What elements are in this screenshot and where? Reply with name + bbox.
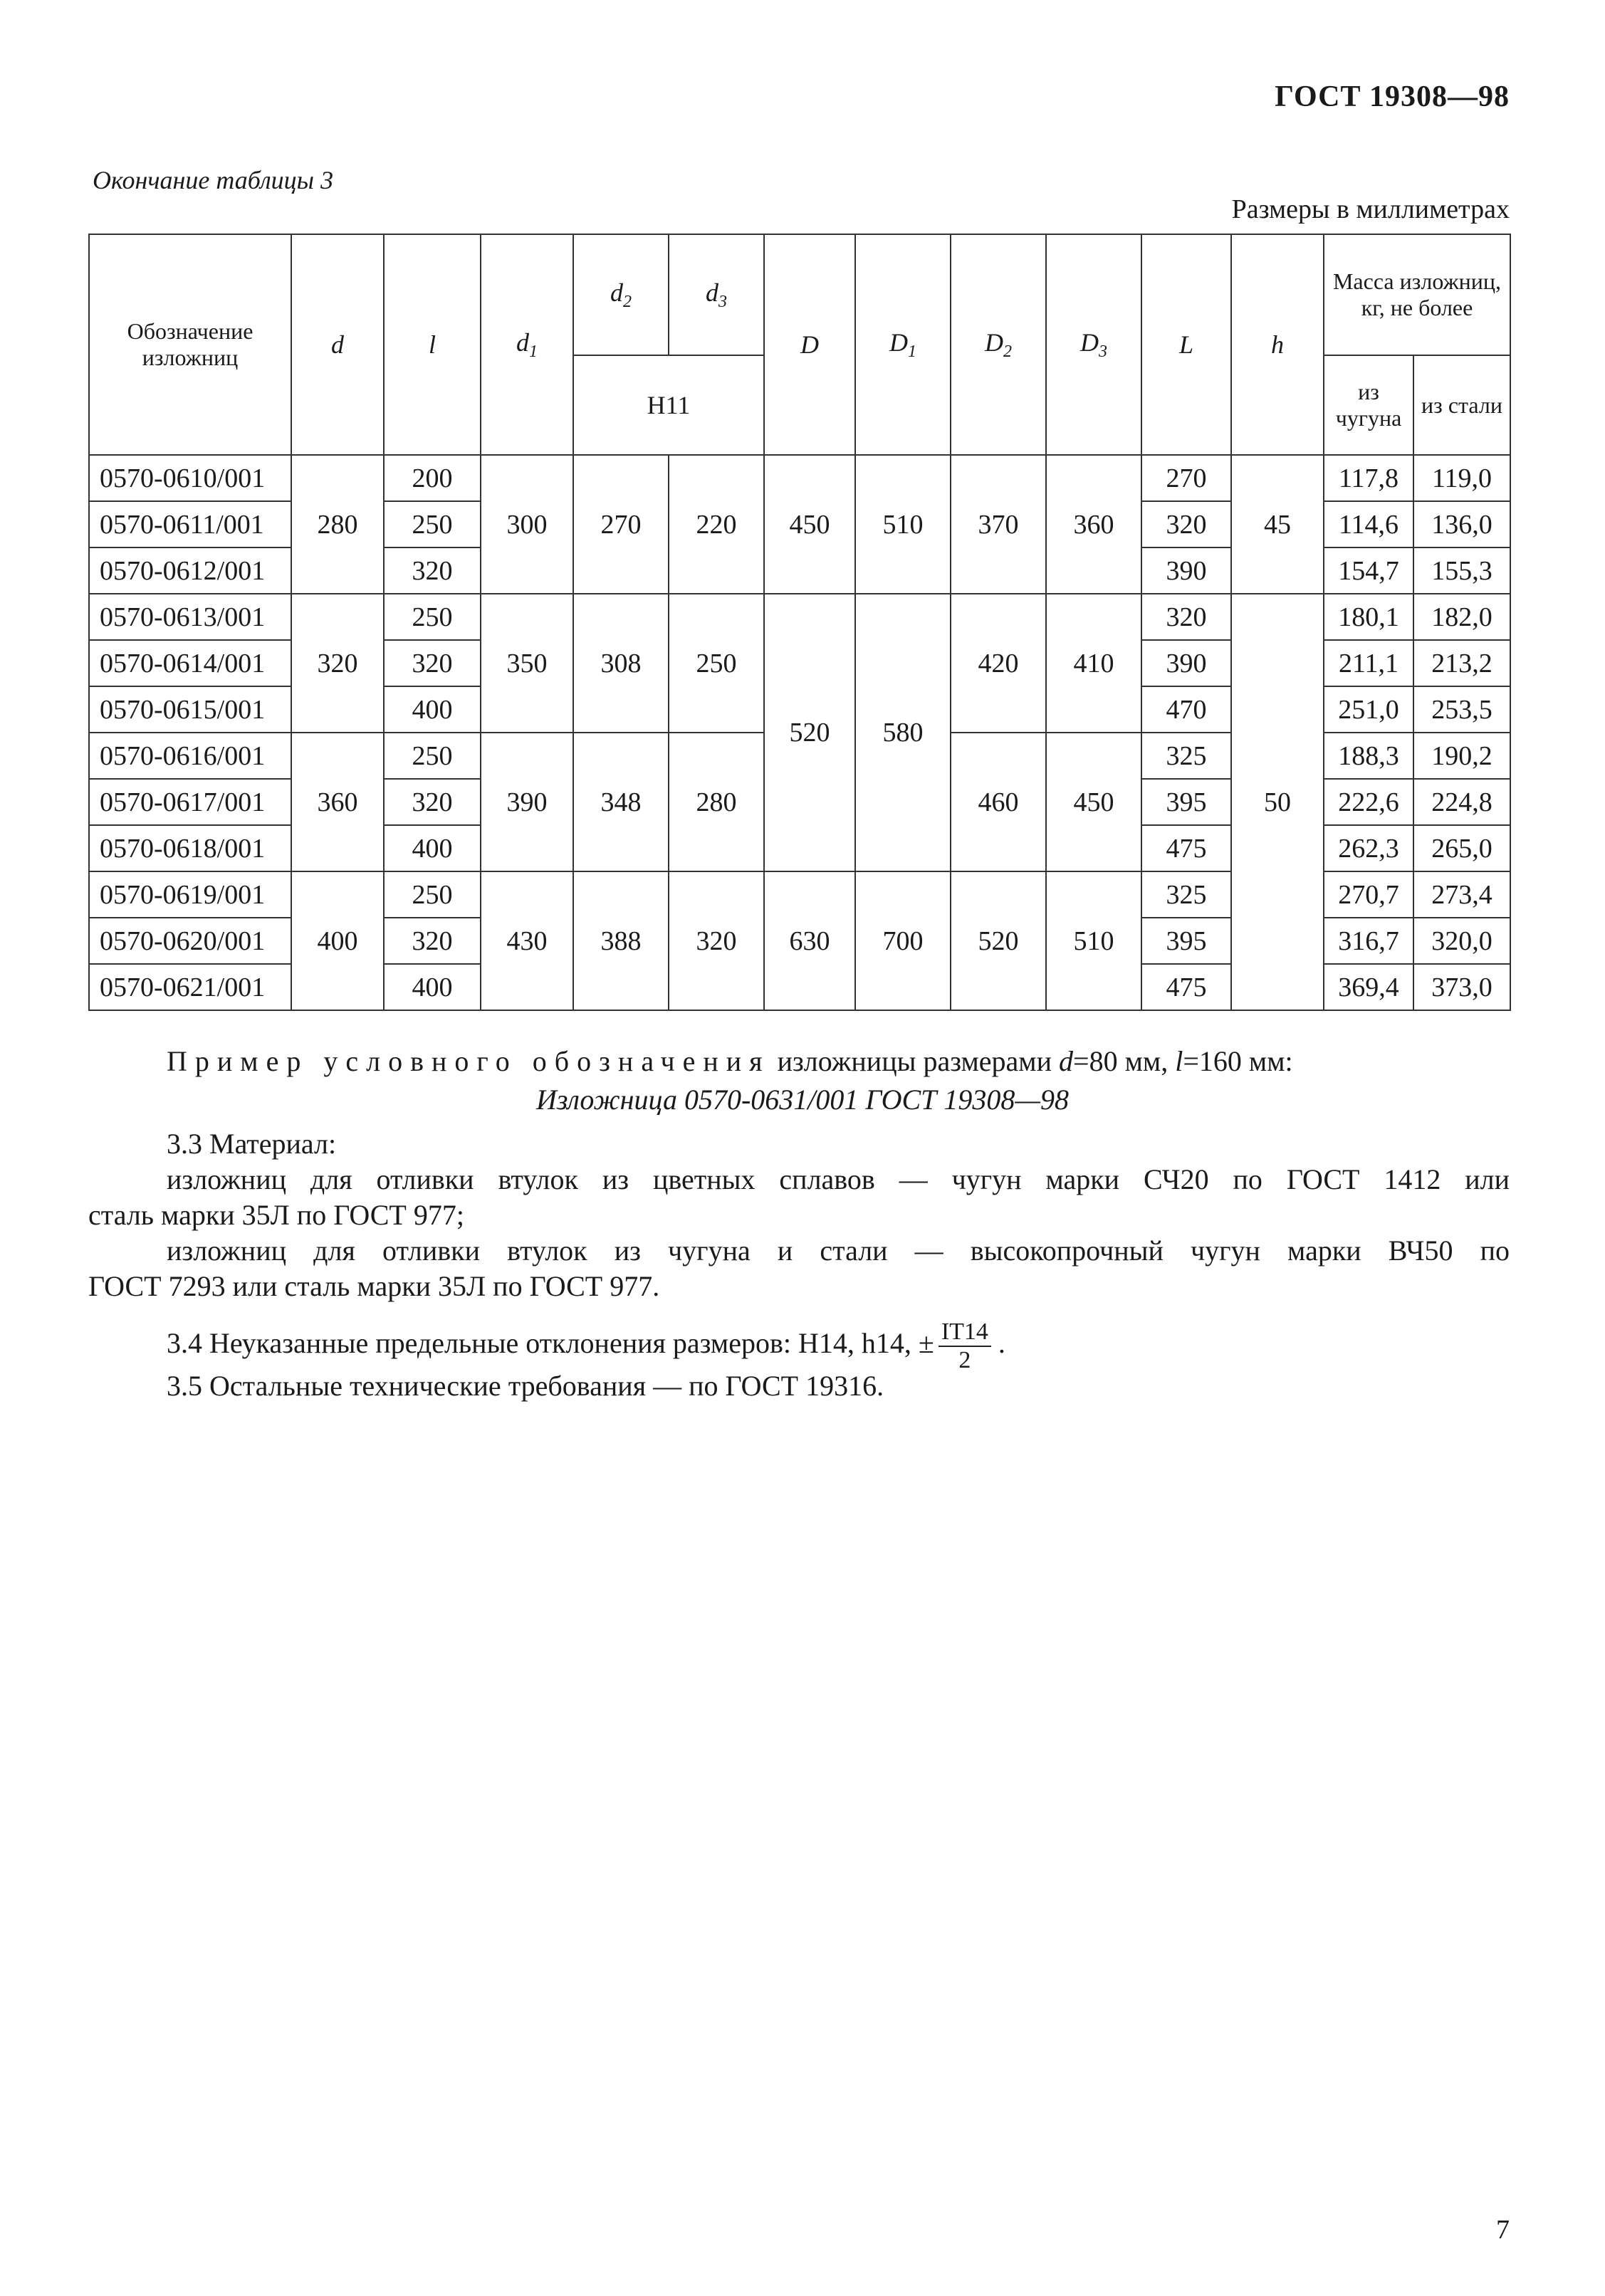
fraction-numerator: IT14 bbox=[939, 1319, 991, 1347]
cell-L: 470 bbox=[1141, 686, 1231, 733]
cell-D2: 370 bbox=[951, 455, 1046, 594]
section-3-4-end: . bbox=[990, 1327, 1005, 1360]
cell-designation: 0570-0616/001 bbox=[89, 733, 291, 779]
header-L: L bbox=[1141, 234, 1231, 455]
header-h: h bbox=[1231, 234, 1324, 455]
cell-L: 320 bbox=[1141, 594, 1231, 640]
cell-l: 320 bbox=[384, 779, 481, 825]
cell-d2: 270 bbox=[573, 455, 669, 594]
cell-L: 390 bbox=[1141, 640, 1231, 686]
cell-designation: 0570-0621/001 bbox=[89, 964, 291, 1010]
cell-d3: 220 bbox=[669, 455, 764, 594]
header-D1: $D_1$ bbox=[855, 234, 951, 455]
cell-mass-steel: 273,4 bbox=[1413, 871, 1510, 918]
cell-mass-iron: 251,0 bbox=[1324, 686, 1413, 733]
section-3-3-title: 3.3 Материал: bbox=[167, 1128, 337, 1160]
cell-L: 270 bbox=[1141, 455, 1231, 501]
cell-d: 400 bbox=[291, 871, 384, 1010]
cell-L: 475 bbox=[1141, 825, 1231, 871]
cell-d1: 390 bbox=[481, 733, 573, 871]
cell-l: 320 bbox=[384, 640, 481, 686]
cell-l: 320 bbox=[384, 918, 481, 964]
header-mass-iron: из чугуна bbox=[1324, 355, 1413, 455]
cell-D: 520 bbox=[764, 594, 855, 871]
cell-d: 280 bbox=[291, 455, 384, 594]
page-number: 7 bbox=[1496, 2215, 1510, 2245]
cell-D3: 360 bbox=[1046, 455, 1141, 594]
tolerance-fraction bbox=[939, 1319, 991, 1374]
cell-mass-iron: 114,6 bbox=[1324, 501, 1413, 547]
cell-d3: 320 bbox=[669, 871, 764, 1010]
section-3-3-line-4: ГОСТ 7293 или сталь марки 35Л по ГОСТ 977. bbox=[88, 1270, 660, 1302]
example-d-symbol: d bbox=[1059, 1045, 1074, 1077]
cell-l: 250 bbox=[384, 871, 481, 918]
cell-L: 325 bbox=[1141, 871, 1231, 918]
cell-designation: 0570-0612/001 bbox=[89, 547, 291, 594]
document-code: ГОСТ 19308—98 bbox=[1275, 80, 1510, 113]
cell-mass-steel: 373,0 bbox=[1413, 964, 1510, 1010]
header-designation: Обозначение изложниц bbox=[89, 234, 291, 455]
header-d2: $d_2$ bbox=[573, 234, 669, 355]
header-D2: $D_2$ bbox=[951, 234, 1046, 455]
cell-L: 320 bbox=[1141, 501, 1231, 547]
cell-designation: 0570-0613/001 bbox=[89, 594, 291, 640]
cell-l: 250 bbox=[384, 594, 481, 640]
cell-designation: 0570-0611/001 bbox=[89, 501, 291, 547]
cell-L: 475 bbox=[1141, 964, 1231, 1010]
cell-mass-steel: 265,0 bbox=[1413, 825, 1510, 871]
header-row bbox=[89, 234, 1510, 355]
cell-D2: 520 bbox=[951, 871, 1046, 1010]
cell-l: 250 bbox=[384, 501, 481, 547]
cell-mass-iron: 369,4 bbox=[1324, 964, 1413, 1010]
section-3-5: 3.5 Остальные технические требования — по ГОСТ 19316. bbox=[167, 1370, 884, 1402]
cell-D1: 700 bbox=[855, 871, 951, 1010]
cell-h: 45 bbox=[1231, 455, 1324, 594]
header-d3: $d_3$ bbox=[669, 234, 764, 355]
cell-mass-iron: 222,6 bbox=[1324, 779, 1413, 825]
header-D3: $D_3$ bbox=[1046, 234, 1141, 455]
section-3-3-line-1: изложниц для отливки втулок из цветных сплавов — чугун марки СЧ20 по ГОСТ 1412 или bbox=[167, 1163, 1510, 1195]
header-d1: $d_1$ bbox=[481, 234, 573, 455]
cell-mass-steel: 136,0 bbox=[1413, 501, 1510, 547]
header-d: d bbox=[291, 234, 384, 455]
cell-L: 395 bbox=[1141, 779, 1231, 825]
cell-d1: 430 bbox=[481, 871, 573, 1010]
fraction-denominator: 2 bbox=[958, 1347, 971, 1373]
cell-mass-iron: 180,1 bbox=[1324, 594, 1413, 640]
cell-designation: 0570-0615/001 bbox=[89, 686, 291, 733]
cell-D: 450 bbox=[764, 455, 855, 594]
cell-D: 630 bbox=[764, 871, 855, 1010]
table-row bbox=[89, 594, 1510, 640]
units-note: Размеры в миллиметрах bbox=[1231, 194, 1510, 224]
section-3-4 bbox=[167, 1319, 1005, 1374]
cell-mass-iron: 316,7 bbox=[1324, 918, 1413, 964]
cell-designation: 0570-0617/001 bbox=[89, 779, 291, 825]
cell-d: 320 bbox=[291, 594, 384, 733]
cell-d1: 350 bbox=[481, 594, 573, 733]
cell-d2: 388 bbox=[573, 871, 669, 1010]
cell-designation: 0570-0618/001 bbox=[89, 825, 291, 871]
cell-mass-steel: 224,8 bbox=[1413, 779, 1510, 825]
cell-L: 390 bbox=[1141, 547, 1231, 594]
cell-d2: 348 bbox=[573, 733, 669, 871]
example-d-value: =80 мм, bbox=[1073, 1045, 1176, 1077]
example-l-symbol: l bbox=[1175, 1045, 1183, 1077]
example-text: изложницы размерами bbox=[770, 1045, 1060, 1077]
example-designation: Изложница 0570-0631/001 ГОСТ 19308—98 bbox=[535, 1084, 1069, 1116]
cell-l: 400 bbox=[384, 825, 481, 871]
cell-mass-iron: 154,7 bbox=[1324, 547, 1413, 594]
cell-mass-steel: 182,0 bbox=[1413, 594, 1510, 640]
cell-D1: 510 bbox=[855, 455, 951, 594]
dimensions-table bbox=[88, 234, 1511, 1011]
cell-D2: 460 bbox=[951, 733, 1046, 871]
cell-D2: 420 bbox=[951, 594, 1046, 733]
section-3-3-line-2: сталь марки 35Л по ГОСТ 977; bbox=[88, 1199, 464, 1231]
example-line bbox=[167, 1044, 1293, 1079]
cell-h: 50 bbox=[1231, 594, 1324, 1010]
cell-l: 320 bbox=[384, 547, 481, 594]
header-D: D bbox=[764, 234, 855, 455]
section-3-4-text: 3.4 Неуказанные предельные отклонения размеров: H14, h14, ± bbox=[167, 1327, 934, 1360]
header-mass-steel: из стали bbox=[1413, 355, 1510, 455]
table-row bbox=[89, 455, 1510, 501]
cell-mass-steel: 155,3 bbox=[1413, 547, 1510, 594]
example-l-value: =160 мм: bbox=[1183, 1045, 1293, 1077]
cell-mass-steel: 119,0 bbox=[1413, 455, 1510, 501]
cell-designation: 0570-0620/001 bbox=[89, 918, 291, 964]
cell-L: 395 bbox=[1141, 918, 1231, 964]
cell-D3: 410 bbox=[1046, 594, 1141, 733]
cell-l: 250 bbox=[384, 733, 481, 779]
cell-D1: 580 bbox=[855, 594, 951, 871]
cell-mass-iron: 188,3 bbox=[1324, 733, 1413, 779]
cell-designation: 0570-0619/001 bbox=[89, 871, 291, 918]
cell-l: 400 bbox=[384, 686, 481, 733]
header-tolerance: H11 bbox=[573, 355, 764, 455]
cell-mass-iron: 117,8 bbox=[1324, 455, 1413, 501]
cell-mass-steel: 320,0 bbox=[1413, 918, 1510, 964]
cell-mass-iron: 262,3 bbox=[1324, 825, 1413, 871]
cell-mass-steel: 190,2 bbox=[1413, 733, 1510, 779]
table-caption: Окончание таблицы 3 bbox=[93, 166, 334, 194]
header-mass: Масса изложниц, кг, не более bbox=[1324, 234, 1510, 355]
cell-d3: 250 bbox=[669, 594, 764, 733]
cell-L: 325 bbox=[1141, 733, 1231, 779]
section-3-3-line-3: изложниц для отливки втулок из чугуна и стали — высокопрочный чугун марки ВЧ50 по bbox=[167, 1235, 1510, 1267]
cell-mass-steel: 253,5 bbox=[1413, 686, 1510, 733]
cell-d3: 280 bbox=[669, 733, 764, 871]
cell-mass-steel: 213,2 bbox=[1413, 640, 1510, 686]
cell-l: 400 bbox=[384, 964, 481, 1010]
cell-designation: 0570-0614/001 bbox=[89, 640, 291, 686]
cell-d2: 308 bbox=[573, 594, 669, 733]
cell-D3: 510 bbox=[1046, 871, 1141, 1010]
example-label: Пример условного обозначения bbox=[167, 1045, 770, 1077]
cell-d1: 300 bbox=[481, 455, 573, 594]
cell-mass-iron: 270,7 bbox=[1324, 871, 1413, 918]
cell-designation: 0570-0610/001 bbox=[89, 455, 291, 501]
cell-D3: 450 bbox=[1046, 733, 1141, 871]
cell-l: 200 bbox=[384, 455, 481, 501]
cell-mass-iron: 211,1 bbox=[1324, 640, 1413, 686]
header-l: l bbox=[384, 234, 481, 455]
cell-d: 360 bbox=[291, 733, 384, 871]
